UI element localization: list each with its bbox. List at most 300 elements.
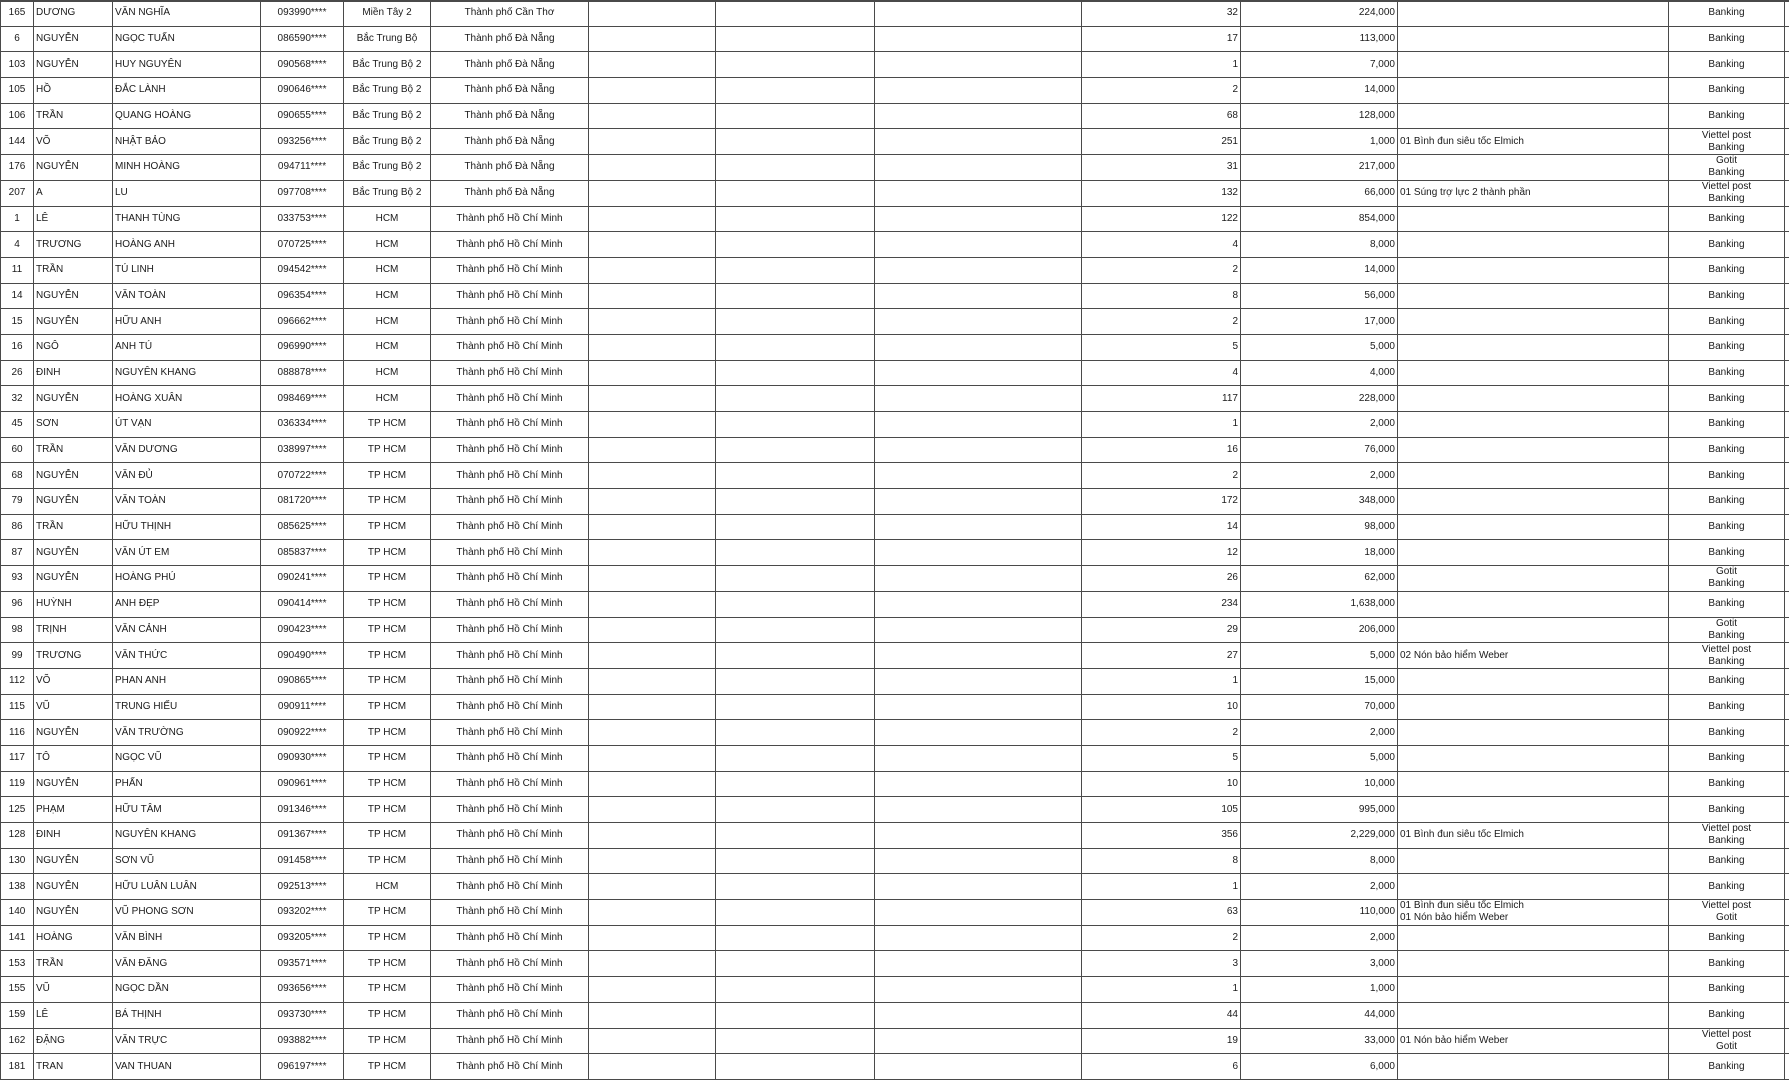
region-cell: TP HCM [344,566,431,592]
city-cell: Thành phố Hồ Chí Minh [431,437,589,463]
row-index-cell: 176 [1,155,34,181]
city-cell: Thành phố Hồ Chí Minh [431,566,589,592]
empty-cell [716,566,875,592]
gift-cell [1398,78,1669,104]
table-row [1,1,1789,27]
phone-cell: 070725**** [261,232,344,258]
edge-cell [1785,232,1789,258]
edge-cell [1785,797,1789,823]
row-index-cell: 105 [1,78,34,104]
region-cell: TP HCM [344,540,431,566]
payment-line: Banking [1708,1060,1745,1072]
edge-cell [1785,1028,1789,1054]
phone-cell: 088878**** [261,360,344,386]
gift-cell [1398,874,1669,900]
amount-cell: 4,000 [1241,360,1398,386]
phone-cell: 085837**** [261,540,344,566]
city-cell: Thành phố Hồ Chí Minh [431,283,589,309]
amount-cell: 2,000 [1241,874,1398,900]
amount-cell: 56,000 [1241,283,1398,309]
table-row [1,771,1789,797]
edge-cell [1785,643,1789,669]
amount-cell: 854,000 [1241,206,1398,232]
gift-cell [1398,129,1669,155]
first-name-cell: SƠN VŨ [113,848,261,874]
payment-line: Gotit [1715,155,1738,167]
amount-cell: 217,000 [1241,155,1398,181]
first-name-cell: VĂN TRƯỜNG [113,720,261,746]
last-name-cell: TRƯƠNG [34,643,113,669]
first-name-cell: TÚ LINH [113,257,261,283]
row-index-cell: 4 [1,232,34,258]
empty-cell [716,617,875,643]
first-name-cell: BÁ THỊNH [113,1002,261,1028]
amount-cell: 8,000 [1241,232,1398,258]
amount-cell: 1,638,000 [1241,591,1398,617]
edge-cell [1785,951,1789,977]
empty-cell [716,257,875,283]
table-row [1,78,1789,104]
last-name-cell: NGUYỄN [34,720,113,746]
table-row [1,1054,1789,1080]
payment-cell [1669,283,1785,309]
table-row [1,925,1789,951]
row-index-cell: 117 [1,745,34,771]
empty-cell [875,463,1082,489]
empty-cell [875,1002,1082,1028]
payment-cell [1669,52,1785,78]
gift-line: 01 Bình đun siêu tốc Elmich [1400,135,1524,147]
gift-cell [1398,720,1669,746]
region-cell: HCM [344,283,431,309]
amount-cell: 224,000 [1241,1,1398,27]
region-cell: TP HCM [344,514,431,540]
empty-cell [589,540,716,566]
gift-line: 01 Nón bảo hiểm Weber [1400,1034,1509,1046]
city-cell: Thành phố Hồ Chí Minh [431,668,589,694]
count-cell: 5 [1082,334,1241,360]
amount-cell: 2,000 [1241,925,1398,951]
empty-cell [716,232,875,258]
payment-cell [1669,823,1785,849]
empty-cell [875,1028,1082,1054]
row-index-cell: 14 [1,283,34,309]
row-index-cell: 165 [1,1,34,27]
empty-cell [716,437,875,463]
first-name-cell: HỮU TÂM [113,797,261,823]
amount-cell: 44,000 [1241,1002,1398,1028]
last-name-cell: TRẦN [34,514,113,540]
gift-cell [1398,848,1669,874]
row-index-cell: 162 [1,1028,34,1054]
payment-cell [1669,745,1785,771]
phone-cell: 096354**** [261,283,344,309]
empty-cell [589,103,716,129]
payment-line: Banking [1708,84,1745,96]
gift-cell [1398,514,1669,540]
payment-cell [1669,643,1785,669]
gift-cell [1398,155,1669,181]
last-name-cell: TRẦN [34,103,113,129]
empty-cell [589,745,716,771]
edge-cell [1785,591,1789,617]
region-cell: Bắc Trung Bộ 2 [344,180,431,206]
first-name-cell: HỮU THỊNH [113,514,261,540]
last-name-cell: VÕ [34,668,113,694]
gift-cell [1398,823,1669,849]
row-index-cell: 106 [1,103,34,129]
edge-cell [1785,771,1789,797]
amount-cell: 228,000 [1241,386,1398,412]
payment-cell [1669,848,1785,874]
empty-cell [589,668,716,694]
region-cell: TP HCM [344,848,431,874]
count-cell: 4 [1082,360,1241,386]
payment-line: Viettel post [1701,823,1752,835]
city-cell: Thành phố Hồ Chí Minh [431,360,589,386]
first-name-cell: HOÀNG ANH [113,232,261,258]
edge-cell [1785,155,1789,181]
first-name-cell: PHẤN [113,771,261,797]
edge-cell [1785,78,1789,104]
gift-cell [1398,900,1669,926]
empty-cell [875,823,1082,849]
count-cell: 32 [1082,1,1241,27]
count-cell: 6 [1082,1054,1241,1080]
count-cell: 10 [1082,694,1241,720]
first-name-cell: NGUYÊN KHANG [113,823,261,849]
row-index-cell: 116 [1,720,34,746]
city-cell: Thành phố Đà Nẵng [431,52,589,78]
gift-line: 01 Bình đun siêu tốc Elmich [1400,829,1524,841]
last-name-cell: VŨ [34,977,113,1003]
edge-cell [1785,848,1789,874]
empty-cell [716,540,875,566]
table-row [1,745,1789,771]
phone-cell: 096197**** [261,1054,344,1080]
first-name-cell: VĂN TOÀN [113,283,261,309]
payment-line: Gotit [1715,912,1738,924]
empty-cell [875,951,1082,977]
empty-cell [875,78,1082,104]
phone-cell: 090414**** [261,591,344,617]
last-name-cell: NGUYỄN [34,283,113,309]
count-cell: 1 [1082,52,1241,78]
city-cell: Thành phố Hồ Chí Minh [431,206,589,232]
empty-cell [589,591,716,617]
empty-cell [875,745,1082,771]
empty-cell [875,643,1082,669]
payment-line: Banking [1708,700,1745,712]
amount-cell: 1,000 [1241,129,1398,155]
empty-cell [875,848,1082,874]
first-name-cell: HUY NGUYÊN [113,52,261,78]
empty-cell [589,78,716,104]
payment-line: Banking [1708,578,1745,590]
region-cell: TP HCM [344,489,431,515]
empty-cell [875,591,1082,617]
region-cell: Bắc Trung Bộ 2 [344,52,431,78]
count-cell: 172 [1082,489,1241,515]
edge-cell [1785,566,1789,592]
empty-cell [875,566,1082,592]
empty-cell [716,720,875,746]
edge-cell [1785,309,1789,335]
edge-cell [1785,514,1789,540]
last-name-cell: HOÀNG [34,925,113,951]
row-index-cell: 138 [1,874,34,900]
empty-cell [589,309,716,335]
region-cell: Bắc Trung Bộ 2 [344,129,431,155]
payment-cell [1669,26,1785,52]
region-cell: TP HCM [344,900,431,926]
empty-cell [716,386,875,412]
first-name-cell: THANH TÙNG [113,206,261,232]
empty-cell [589,283,716,309]
last-name-cell: NGUYỄN [34,52,113,78]
empty-cell [589,720,716,746]
count-cell: 2 [1082,309,1241,335]
payment-line: Banking [1708,141,1745,153]
phone-cell: 090922**** [261,720,344,746]
region-cell: TP HCM [344,668,431,694]
table-row [1,668,1789,694]
count-cell: 117 [1082,386,1241,412]
payment-line: Banking [1708,726,1745,738]
empty-cell [716,771,875,797]
empty-cell [589,566,716,592]
region-cell: TP HCM [344,1028,431,1054]
payment-cell [1669,360,1785,386]
phone-cell: 090568**** [261,52,344,78]
region-cell: TP HCM [344,745,431,771]
row-index-cell: 153 [1,951,34,977]
payment-line: Banking [1708,752,1745,764]
count-cell: 19 [1082,1028,1241,1054]
row-index-cell: 112 [1,668,34,694]
empty-cell [589,617,716,643]
payment-cell [1669,1002,1785,1028]
payment-cell [1669,720,1785,746]
edge-cell [1785,668,1789,694]
count-cell: 4 [1082,232,1241,258]
phone-cell: 090423**** [261,617,344,643]
phone-cell: 086590**** [261,26,344,52]
payment-line: Banking [1708,546,1745,558]
phone-cell: 036334**** [261,412,344,438]
empty-cell [589,360,716,386]
amount-cell: 3,000 [1241,951,1398,977]
region-cell: HCM [344,206,431,232]
empty-cell [875,1,1082,27]
edge-cell [1785,874,1789,900]
edge-cell [1785,206,1789,232]
table-row [1,309,1789,335]
empty-cell [589,129,716,155]
city-cell: Thành phố Đà Nẵng [431,26,589,52]
count-cell: 3 [1082,951,1241,977]
last-name-cell: LÊ [34,206,113,232]
gift-cell [1398,797,1669,823]
payment-cell [1669,771,1785,797]
payment-cell [1669,874,1785,900]
last-name-cell: HỒ [34,78,113,104]
empty-cell [875,617,1082,643]
first-name-cell: HOÀNG XUÂN [113,386,261,412]
table-row [1,643,1789,669]
city-cell: Thành phố Hồ Chí Minh [431,463,589,489]
empty-cell [875,514,1082,540]
amount-cell: 14,000 [1241,78,1398,104]
gift-cell [1398,52,1669,78]
payment-line: Banking [1708,495,1745,507]
row-index-cell: 141 [1,925,34,951]
region-cell: TP HCM [344,823,431,849]
empty-cell [589,694,716,720]
first-name-cell: PHAN ANH [113,668,261,694]
edge-cell [1785,540,1789,566]
first-name-cell: VĂN ĐĂNG [113,951,261,977]
empty-cell [716,591,875,617]
row-index-cell: 26 [1,360,34,386]
first-name-cell: VĂN ÚT EM [113,540,261,566]
count-cell: 17 [1082,26,1241,52]
table-row [1,1002,1789,1028]
amount-cell: 98,000 [1241,514,1398,540]
amount-cell: 8,000 [1241,848,1398,874]
empty-cell [875,540,1082,566]
table-row [1,334,1789,360]
amount-cell: 206,000 [1241,617,1398,643]
payment-line: Banking [1708,444,1745,456]
city-cell: Thành phố Hồ Chí Minh [431,771,589,797]
empty-cell [875,334,1082,360]
region-cell: HCM [344,874,431,900]
table-row [1,874,1789,900]
edge-cell [1785,437,1789,463]
count-cell: 5 [1082,745,1241,771]
table-row [1,26,1789,52]
payment-cell [1669,412,1785,438]
table-row [1,823,1789,849]
row-index-cell: 98 [1,617,34,643]
empty-cell [589,771,716,797]
empty-cell [589,386,716,412]
row-index-cell: 6 [1,26,34,52]
edge-cell [1785,617,1789,643]
empty-cell [716,643,875,669]
phone-cell: 093256**** [261,129,344,155]
city-cell: Thành phố Hồ Chí Minh [431,1054,589,1080]
empty-cell [589,925,716,951]
edge-cell [1785,360,1789,386]
phone-cell: 094542**** [261,257,344,283]
count-cell: 12 [1082,540,1241,566]
first-name-cell: TRUNG HIẾU [113,694,261,720]
last-name-cell: NGUYỄN [34,874,113,900]
gift-cell [1398,103,1669,129]
empty-cell [589,463,716,489]
region-cell: TP HCM [344,1054,431,1080]
phone-cell: 090655**** [261,103,344,129]
empty-cell [589,206,716,232]
first-name-cell: VĂN NGHĨA [113,1,261,27]
last-name-cell: NGUYỄN [34,540,113,566]
amount-cell: 1,000 [1241,977,1398,1003]
count-cell: 8 [1082,283,1241,309]
edge-cell [1785,26,1789,52]
table-row [1,489,1789,515]
empty-cell [589,52,716,78]
region-cell: TP HCM [344,412,431,438]
amount-cell: 995,000 [1241,797,1398,823]
first-name-cell: VĂN CẢNH [113,617,261,643]
last-name-cell: DƯƠNG [34,1,113,27]
edge-cell [1785,1054,1789,1080]
amount-cell: 2,000 [1241,720,1398,746]
table-row [1,848,1789,874]
payment-cell [1669,617,1785,643]
phone-cell: 033753**** [261,206,344,232]
payment-line: Banking [1708,418,1745,430]
gift-cell [1398,463,1669,489]
city-cell: Thành phố Hồ Chí Minh [431,643,589,669]
gift-cell [1398,745,1669,771]
amount-cell: 2,229,000 [1241,823,1398,849]
empty-cell [716,797,875,823]
empty-cell [589,900,716,926]
city-cell: Thành phố Hồ Chí Minh [431,309,589,335]
payment-cell [1669,206,1785,232]
region-cell: TP HCM [344,463,431,489]
empty-cell [875,360,1082,386]
empty-cell [589,643,716,669]
region-cell: HCM [344,309,431,335]
last-name-cell: LÊ [34,1002,113,1028]
payment-cell [1669,951,1785,977]
gift-cell [1398,232,1669,258]
table-row [1,180,1789,206]
first-name-cell: LU [113,180,261,206]
payment-line: Banking [1708,469,1745,481]
amount-cell: 5,000 [1241,643,1398,669]
empty-cell [716,412,875,438]
gift-cell [1398,591,1669,617]
edge-cell [1785,900,1789,926]
row-index-cell: 125 [1,797,34,823]
gift-line: 01 Nón bảo hiểm Weber [1400,912,1509,924]
payment-line: Gotit [1715,617,1738,629]
city-cell: Thành phố Hồ Chí Minh [431,823,589,849]
region-cell: TP HCM [344,1002,431,1028]
amount-cell: 128,000 [1241,103,1398,129]
table-row [1,103,1789,129]
region-cell: TP HCM [344,771,431,797]
table-row [1,412,1789,438]
payment-cell [1669,1,1785,27]
row-index-cell: 1 [1,206,34,232]
payment-line: Banking [1708,366,1745,378]
empty-cell [875,386,1082,412]
payment-line: Banking [1708,193,1745,205]
last-name-cell: NGUYỄN [34,900,113,926]
amount-cell: 15,000 [1241,668,1398,694]
phone-cell: 090961**** [261,771,344,797]
last-name-cell: ĐINH [34,360,113,386]
empty-cell [875,257,1082,283]
city-cell: Thành phố Hồ Chí Minh [431,1002,589,1028]
amount-cell: 5,000 [1241,334,1398,360]
